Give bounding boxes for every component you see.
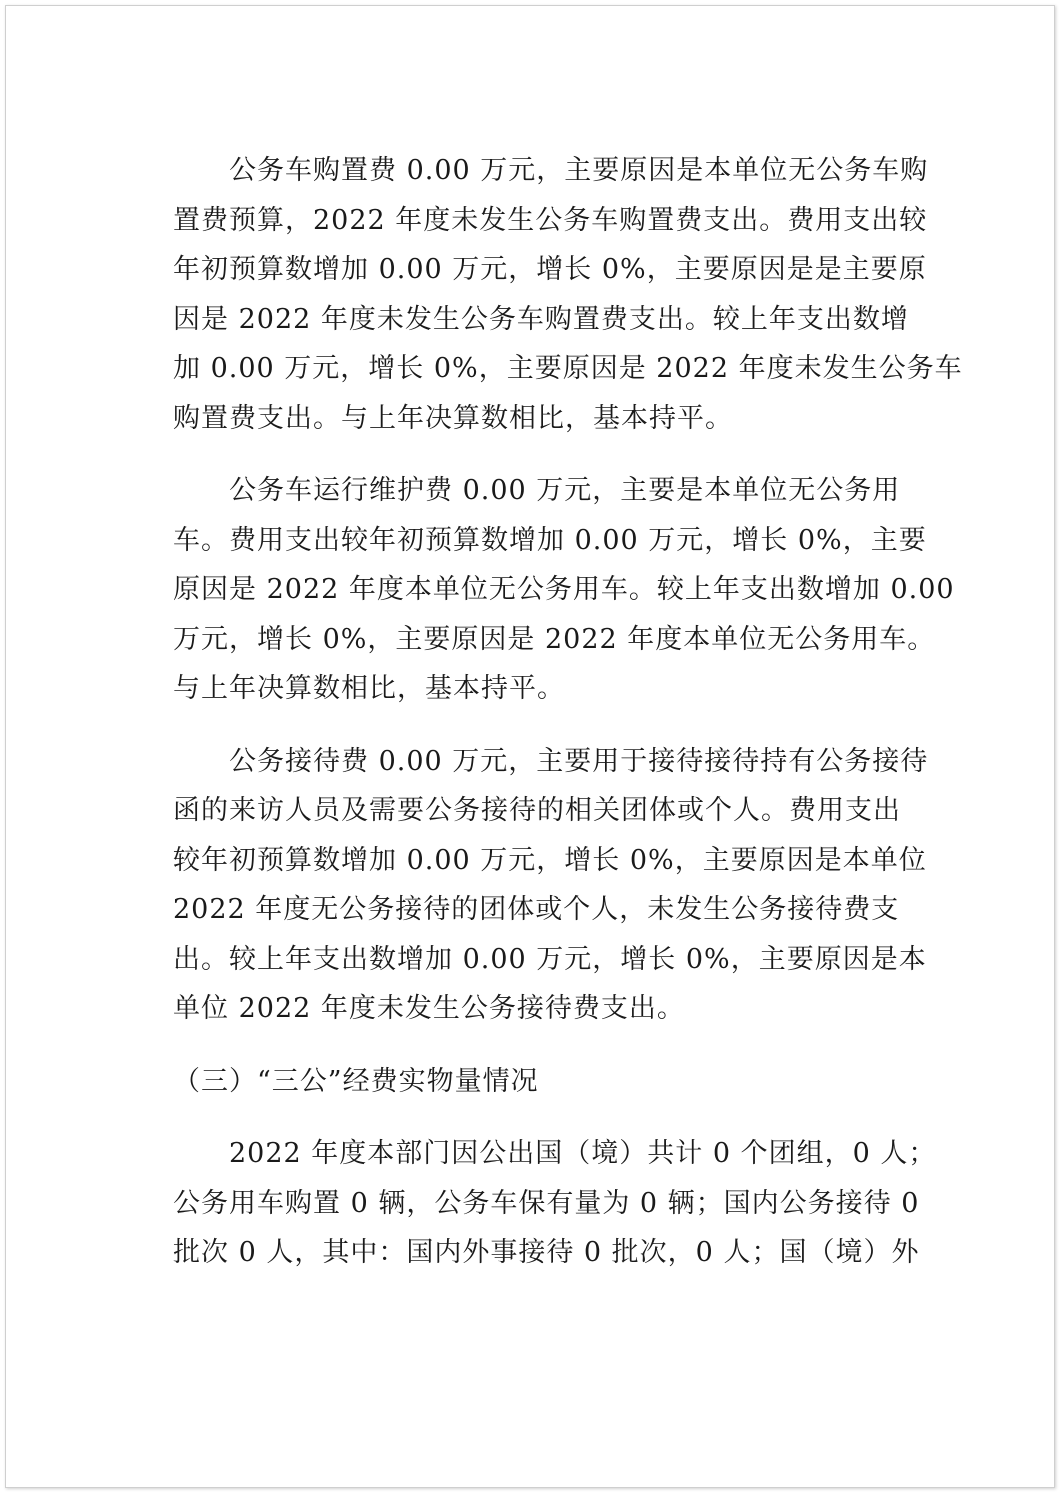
text-line: 购置费支出。与上年决算数相比，基本持平。	[173, 402, 733, 434]
text-line: 函的来访人员及需要公务接待的相关团体或个人。费用支出	[173, 795, 901, 826]
text-line: 年初预算数增加 0.00 万元，增长 0%，主要原因是是主要原	[173, 254, 927, 285]
paragraph-reception	[173, 737, 929, 1034]
text-line: 2022 年度无公务接待的团体或个人，未发生公务接待费支	[173, 894, 900, 925]
text-line: 公务用车购置 0 辆，公务车保有量为 0 辆；国内公务接待 0	[173, 1187, 920, 1219]
text-line: 公务接待费 0.00 万元，主要用于接待接待持有公务接待	[229, 745, 929, 777]
text-line: 原因是 2022 年度本单位无公务用车。较上年支出数增加 0.00	[173, 574, 955, 605]
text-line: 较年初预算数增加 0.00 万元，增长 0%，主要原因是本单位	[173, 844, 927, 876]
text-line: 批次 0 人，其中：国内外事接待 0 批次，0 人；国（境）外	[173, 1237, 920, 1268]
paragraph-physical-quantity	[173, 1129, 937, 1278]
text-line: 万元，增长 0%，主要原因是 2022 年度本单位无公务用车。	[173, 623, 936, 655]
text-line: 置费预算，2022 年度未发生公务车购置费支出。费用支出较	[173, 204, 928, 236]
text-line: 单位 2022 年度未发生公务接待费支出。	[173, 993, 685, 1024]
text-line: 公务车运行维护费 0.00 万元，主要是本单位无公务用	[229, 475, 901, 506]
text-line: 公务车购置费 0.00 万元，主要原因是本单位无公务车购	[229, 155, 929, 186]
text-line: 车。费用支出较年初预算数增加 0.00 万元，增长 0%，主要	[173, 524, 927, 556]
text-line: 加 0.00 万元，增长 0%，主要原因是 2022 年度未发生公务车	[173, 353, 963, 384]
text-line: 2022 年度本部门因公出国（境）共计 0 个团组，0 人；	[229, 1138, 937, 1169]
document-body	[173, 146, 963, 1278]
document-page	[5, 5, 1055, 1488]
paragraph-vehicle-maintenance	[173, 466, 955, 714]
text-line: 与上年决算数相比，基本持平。	[173, 673, 565, 704]
text-line: 因是 2022 年度未发生公务车购置费支出。较上年支出数增	[173, 303, 909, 335]
section-heading: （三）“三公”经费实物量情况	[173, 1065, 539, 1097]
text-line: 出。较上年支出数增加 0.00 万元，增长 0%，主要原因是本	[173, 943, 927, 975]
paragraph-vehicle-purchase	[173, 146, 963, 443]
